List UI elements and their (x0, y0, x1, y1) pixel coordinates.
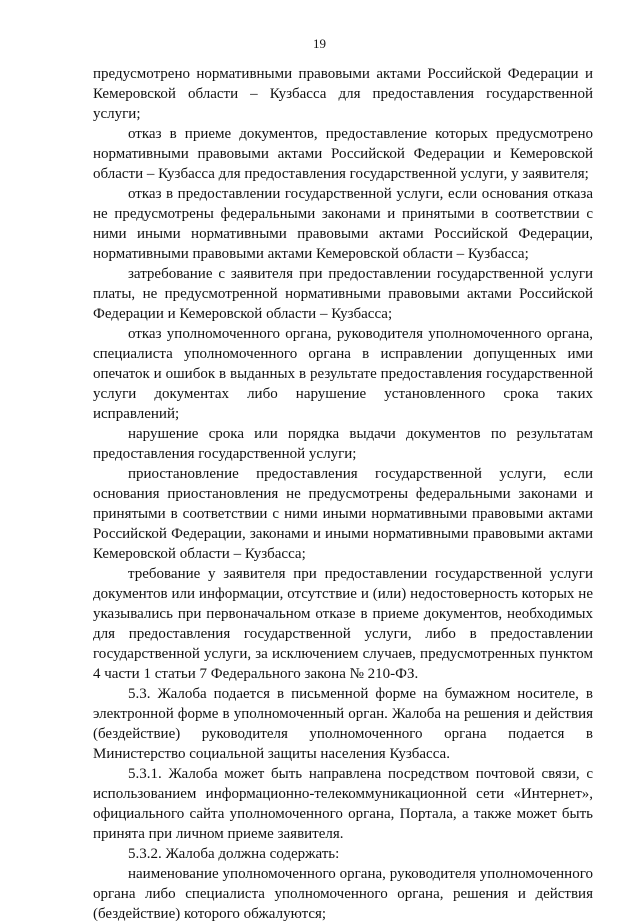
paragraph-continuation: предусмотрено нормативными правовыми актами Российской Федерации и Кемеровской области – Кузбасса для предоставления государственной услуги; (93, 66, 593, 122)
paragraph-5-3-1: 5.3.1. Жалоба может быть направлена посредством почтовой связи, с использованием информационно-телекоммуникационной сети «Интернет», официального сайта уполномоченного органа, Портала, а также может быть принята при личном приеме заявителя. (93, 766, 593, 842)
paragraph-correction-refusal: отказ уполномоченного органа, руководителя уполномоченного органа, специалиста уполномоченного органа в исправлении допущенных ими опечаток и ошибок в выданных в результате предоставления государственной услуги документах либо нарушение установленного срока таких исправлений; (93, 326, 593, 422)
paragraph-document-demand: требование у заявителя при предоставлении государственной услуги документов или информации, отсутствие и (или) недостоверность которых не указывались при первоначальном отказе в приеме документов, необходимых для предоставления государственной услуги, либо в предоставлении государственной услуги, за исключением случаев, предусмотренных пунктом 4 части 1 статьи 7 Федерального закона № 210-ФЗ. (93, 566, 593, 682)
paragraph-document-refusal: отказ в приеме документов, предоставление которых предусмотрено нормативными правовыми актами Российской Федерации и Кемеровской области – Кузбасса для предоставления государственной услуги, у заявителя; (93, 126, 593, 182)
document-body (93, 64, 593, 924)
paragraph-5-3-2: 5.3.2. Жалоба должна содержать: (128, 846, 340, 862)
paragraph-fee-demand: затребование с заявителя при предоставлении государственной услуги платы, не предусмотренной нормативными правовыми актами Российской Федерации и Кемеровской области – Кузбасса; (93, 266, 593, 322)
paragraph-service-refusal: отказ в предоставлении государственной услуги, если основания отказа не предусмотрены федеральными законами и принятыми в соответствии с ними иными нормативными правовыми актами Российской Федерации, нормативными правовыми актами Кемеровской области – Кузбасса; (93, 186, 593, 262)
paragraph-deadline-violation: нарушение срока или порядка выдачи документов по результатам предоставления государственной услуги; (93, 426, 593, 462)
paragraph-suspension: приостановление предоставления государственной услуги, если основания приостановления не предусмотрены федеральными законами и принятыми в соответствии с ними иными нормативными правовыми актами Российской Федерации, законами и иными нормативными правовыми актами Кемеровской области – Кузбасса; (93, 466, 593, 562)
paragraph-5-3: 5.3. Жалоба подается в письменной форме на бумажном носителе, в электронной форме в уполномоченный орган. Жалоба на решения и действия (бездействие) руководителя уполномоченного органа подается в Министерство социальной защиты населения Кузбасса. (93, 686, 593, 762)
page-number: 19 (313, 36, 326, 51)
paragraph-complaint-content: наименование уполномоченного органа, руководителя уполномоченного органа либо специалиста уполномоченного органа, решения и действия (бездействие) которого обжалуются; (93, 866, 593, 922)
